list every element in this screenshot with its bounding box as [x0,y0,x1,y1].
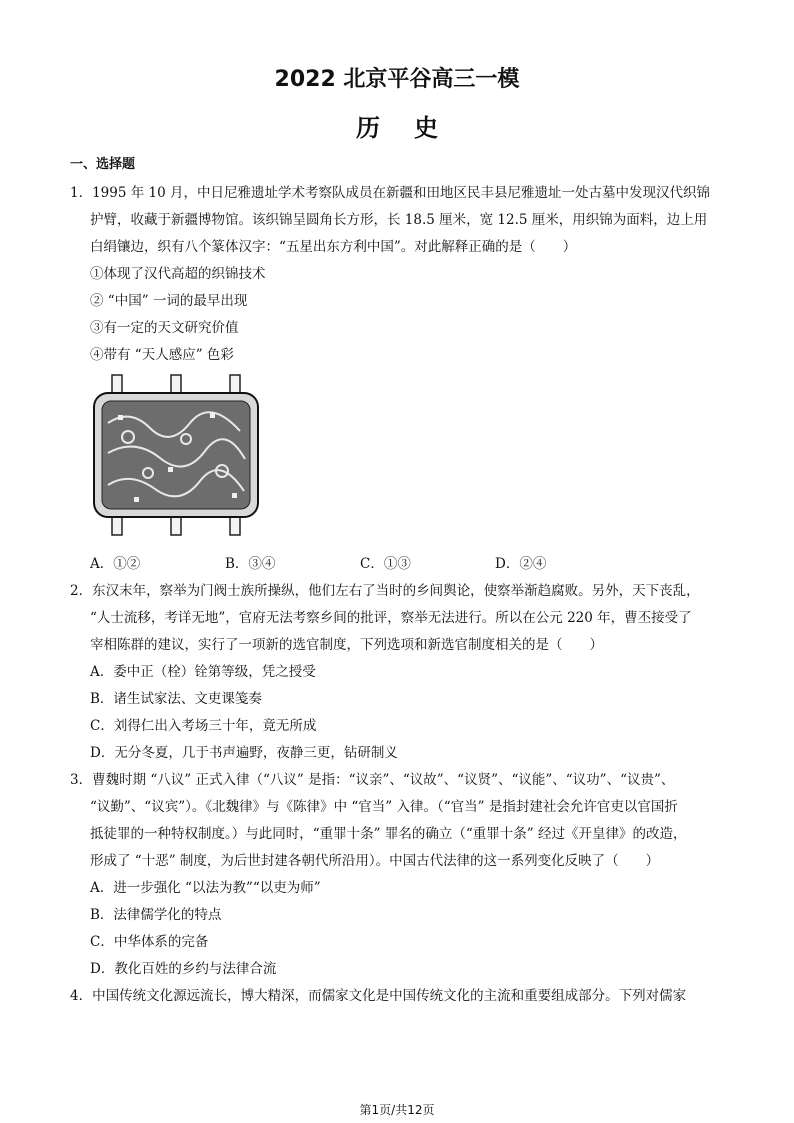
question-2-line: 宰相陈群的建议，实行了一项新的选官制度，下列选项和新选官制度相关的是（ ） [90,637,603,653]
option-a[interactable]: A．委中正（栓）铨第等级，凭之授受 [90,664,316,680]
question-4-line: 4．中国传统文化源远流长，博大精深，而儒家文化是中国传统文化的主流和重要组成部分。下列对儒家 [70,988,687,1004]
page-footer: 第1页/共12页 [359,1103,435,1117]
question-3-line: 抵徒罪的一种特权制度。）与此同时，“重罪十条” 罪名的确立（“重罪十条” 经过《开皇律》的改造， [90,826,687,842]
option-b[interactable]: B．诸生试家法、文吏课笺奏 [90,691,262,707]
question-1-line: 1．1995 年 10 月，中日尼雅遗址学术考察队成员在新疆和田地区民丰县尼雅遗址一处古墓中发现汉代织锦 [70,185,710,201]
statement: ③有一定的天文研究价值 [90,320,239,336]
option-a[interactable]: A．进一步强化 “以法为教”“以吏为师” [90,880,321,896]
option-a[interactable]: A．①② [90,556,141,572]
option-d[interactable]: D．②④ [495,556,547,572]
question-3-line: 形成了 “十恶” 制度，为后世封建各朝代所沿用）。中国古代法律的这一系列变化反映了（ ） [90,853,660,869]
question-3-line: 3．曹魏时期 “八议” 正式入律（“八议” 是指：“议亲”、“议故”、“议贤”、“议能”、“议功”、“议贵”、 [70,772,675,788]
question-2-line: “人士流移，考详无地”，官府无法考察乡间的批评，察举无法进行。所以在公元 220 年，曹丕接受了 [90,610,692,626]
option-b[interactable]: B．法律儒学化的特点 [90,907,222,923]
exam-title: 2022 北京平谷高三一模 [274,67,520,92]
statement: ④带有 “天人感应” 色彩 [90,347,234,363]
questions [70,180,730,1010]
option-c[interactable]: C．中华体系的完备 [90,934,209,950]
question-1-line: 护臂，收藏于新疆博物馆。该织锦呈圆角长方形，长 18.5 厘米，宽 12.5 厘米，用织锦为面料，边上用 [90,212,708,228]
question-1-options [70,551,730,578]
section-heading: 一、选择题 [70,157,136,172]
option-d[interactable]: D．无分冬夏，几于书声遍野，夜静三更，钻研制义 [90,745,398,761]
question-2-line: 2．东汉末年，察举为门阀士族所操纵，他们左右了当时的乡间舆论，使察举渐趋腐败。另外，天下丧乱， [70,583,700,599]
question-3-line: “议勤”、“议宾”）。《北魏律》与《陈律》中 “官当” 入律。（“官当” 是指封建社会允许官吏以官国折 [90,799,678,815]
option-d[interactable]: D．教化百姓的乡约与法律合流 [90,961,277,977]
question-3 [70,767,730,983]
option-c[interactable]: C．①③ [360,556,411,572]
question-1 [70,180,730,578]
statement: ② “中国” 一词的最早出现 [90,293,248,309]
subject-title: 历史 [356,114,472,142]
option-c[interactable]: C．刘得仁出入考场三十年，竟无所成 [90,718,317,734]
brocade-armguard-image [90,373,262,537]
statement: ①体现了汉代高超的织锦技术 [90,266,266,282]
question-2 [70,578,730,767]
question-1-line: 白绢镶边，织有八个篆体汉字：“五星出东方利中国”。对此解释正确的是（ ） [90,239,577,255]
question-4 [70,983,730,1010]
option-b[interactable]: B．③④ [225,556,276,572]
